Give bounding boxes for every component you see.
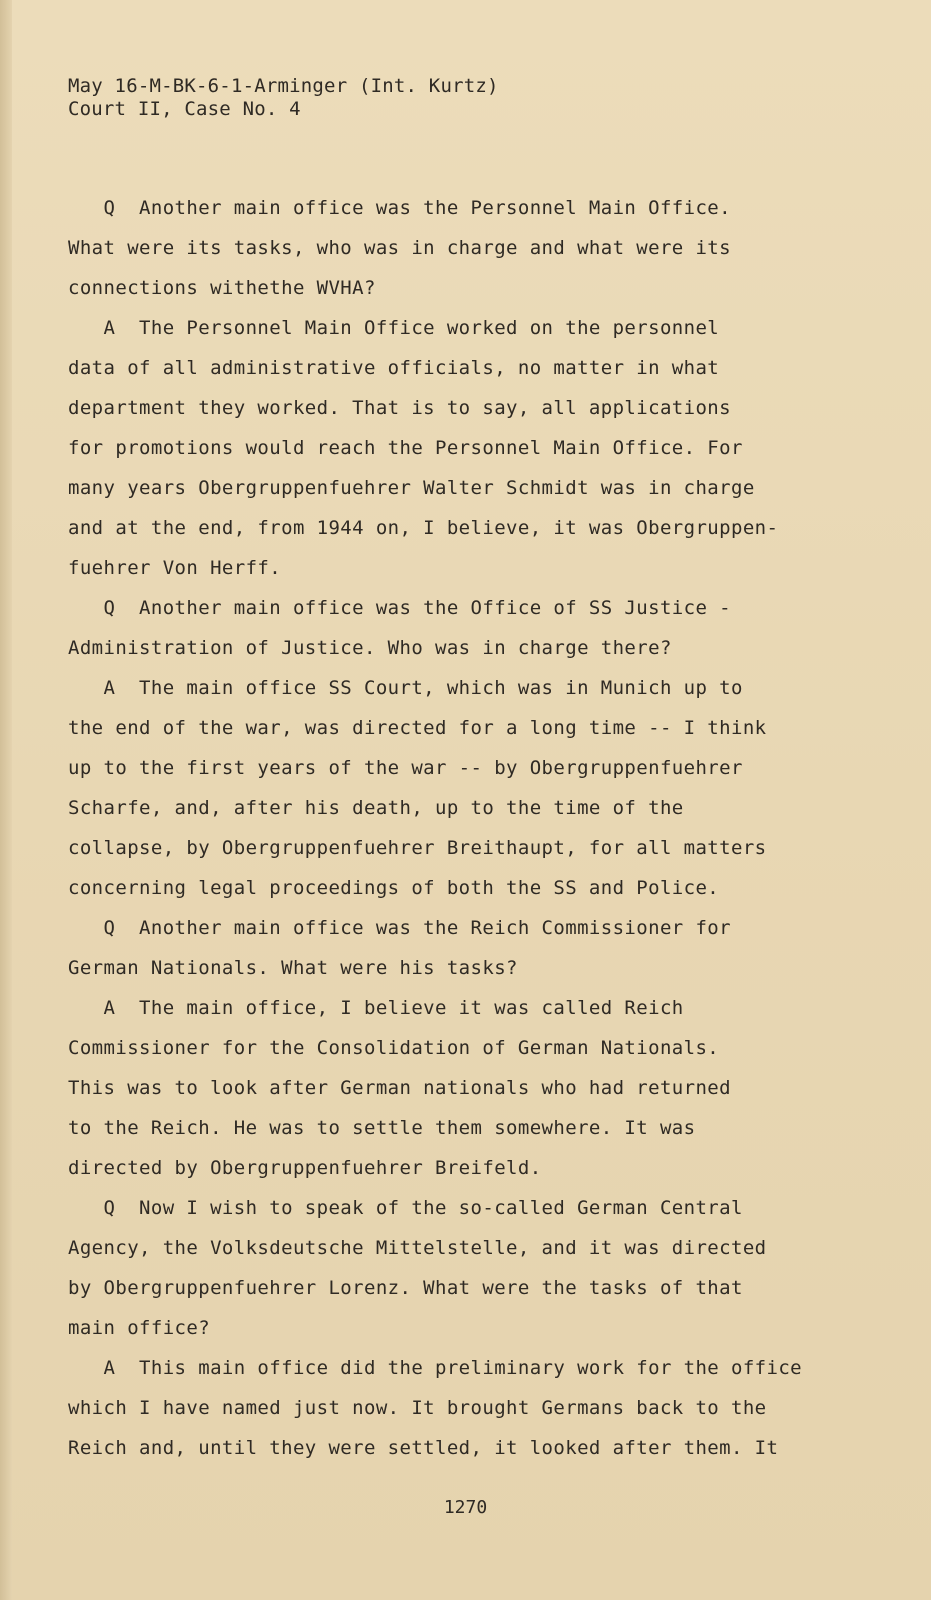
transcript-body — [68, 188, 888, 1468]
text-line: Scharfe, and, after his death, up to the time of the — [68, 797, 684, 819]
text-line: up to the first years of the war -- by Obergruppenfuehrer — [68, 757, 743, 779]
text-line: main office? — [68, 1317, 211, 1339]
text-line: concerning legal proceedings of both the SS and Police. — [68, 877, 720, 899]
text-line: Reich and, until they were settled, it looked after them. It — [68, 1437, 779, 1459]
header-line-1: May 16-M-BK-6-1-Arminger (Int. Kurtz) — [68, 75, 499, 97]
text-line: A This main office did the preliminary work for the office — [68, 1357, 803, 1379]
text-line: to the Reich. He was to settle them somewhere. It was — [68, 1117, 696, 1139]
text-line: connections withethe WVHA? — [68, 277, 376, 299]
text-line: Q Another main office was the Reich Commissioner for — [68, 917, 731, 939]
page-number: 1270 — [443, 1497, 488, 1518]
text-line: by Obergruppenfuehrer Lorenz. What were the tasks of that — [68, 1277, 743, 1299]
text-line: German Nationals. What were his tasks? — [68, 957, 518, 979]
text-line: Q Another main office was the Office of SS Justice - — [68, 597, 731, 619]
text-line: A The main office, I believe it was called Reich — [68, 997, 684, 1019]
text-line: What were its tasks, who was in charge and what were its — [68, 237, 731, 259]
text-line: fuehrer Von Herff. — [68, 557, 282, 579]
text-line: for promotions would reach the Personnel Main Office. For — [68, 437, 743, 459]
text-line: data of all administrative officials, no matter in what — [68, 357, 720, 379]
text-line: Q Now I wish to speak of the so-called German Central — [68, 1197, 743, 1219]
text-line: the end of the war, was directed for a long time -- I think — [68, 717, 767, 739]
text-line: and at the end, from 1944 on, I believe, it was Obergruppen- — [68, 517, 779, 539]
page-edge — [0, 0, 12, 1600]
document-header — [68, 75, 499, 121]
text-line: Administration of Justice. Who was in charge there? — [68, 637, 672, 659]
text-line: A The Personnel Main Office worked on the personnel — [68, 317, 720, 339]
header-line-2: Court II, Case No. 4 — [68, 98, 301, 120]
text-line: collapse, by Obergruppenfuehrer Breithaupt, for all matters — [68, 837, 767, 859]
text-line: department they worked. That is to say, all applications — [68, 397, 731, 419]
text-line: directed by Obergruppenfuehrer Breifeld. — [68, 1157, 542, 1179]
text-line: Q Another main office was the Personnel Main Office. — [68, 197, 731, 219]
text-line: many years Obergruppenfuehrer Walter Schmidt was in charge — [68, 477, 755, 499]
text-line: A The main office SS Court, which was in Munich up to — [68, 677, 743, 699]
text-line: This was to look after German nationals who had returned — [68, 1077, 731, 1099]
text-line: Agency, the Volksdeutsche Mittelstelle, and it was directed — [68, 1237, 767, 1259]
text-line: which I have named just now. It brought Germans back to the — [68, 1397, 767, 1419]
text-line: Commissioner for the Consolidation of German Nationals. — [68, 1037, 720, 1059]
